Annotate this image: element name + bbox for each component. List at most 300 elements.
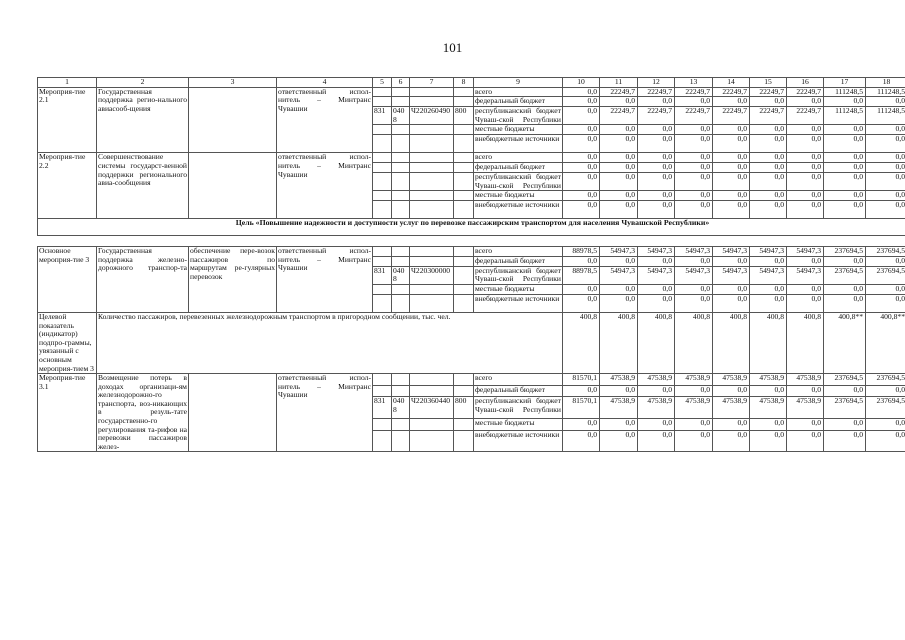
- budget-code-cell: [454, 135, 474, 153]
- amount-cell: 0,0: [675, 153, 713, 163]
- budget-code-cell: [454, 256, 474, 266]
- amount-cell: 0,0: [787, 201, 824, 219]
- amount-cell: 0,0: [824, 135, 866, 153]
- amount-cell: 0,0: [787, 162, 824, 172]
- budget-code-cell: [454, 172, 474, 190]
- budget-code-cell: [392, 153, 410, 163]
- amount-cell: 0,0: [675, 162, 713, 172]
- amount-cell: 0,0: [824, 385, 866, 397]
- activity-title-cell: Государственная поддержка регио-нального авиасооб-щения: [97, 87, 189, 153]
- amount-cell: 0,0: [713, 419, 750, 431]
- budget-code-cell: Ч220260490: [410, 107, 454, 125]
- budget-code-cell: [392, 374, 410, 385]
- amount-cell: 0,0: [824, 191, 866, 201]
- amount-cell: 0,0: [563, 107, 600, 125]
- executor-cell: ответственный испол-нитель – Минтранс Чувашии: [277, 374, 373, 452]
- funding-source-cell: местные бюджеты: [474, 191, 563, 201]
- funding-source-cell: местные бюджеты: [474, 419, 563, 431]
- amount-cell: 0,0: [824, 430, 866, 451]
- executor-cell: ответственный испол-нитель – Минтранс Чувашии: [277, 153, 373, 219]
- budget-code-cell: Ч220360440: [410, 397, 454, 419]
- amount-cell: 0,0: [638, 97, 675, 107]
- budget-code-cell: [410, 201, 454, 219]
- amount-cell: 54947,3: [787, 247, 824, 257]
- amount-cell: 47538,9: [675, 374, 713, 385]
- funding-source-cell: внебюджетные источники: [474, 430, 563, 451]
- budget-code-cell: [392, 87, 410, 97]
- budget-code-cell: 800: [454, 107, 474, 125]
- budget-code-cell: [454, 294, 474, 312]
- budget-code-cell: [410, 419, 454, 431]
- budget-code-cell: [410, 172, 454, 190]
- budget-code-cell: [410, 191, 454, 201]
- amount-cell: 54947,3: [750, 247, 787, 257]
- amount-cell: 237694,5: [824, 374, 866, 385]
- column-number-header: 14: [713, 78, 750, 88]
- indicator-name-cell: Целевой показатель (индикатор) подпро-граммы, увязанный с основным мероприя-тием 3: [38, 312, 97, 373]
- amount-cell: 0,0: [824, 162, 866, 172]
- amount-cell: 0,0: [866, 284, 905, 294]
- amount-cell: 0,0: [563, 294, 600, 312]
- amount-cell: 22249,7: [750, 107, 787, 125]
- budget-code-cell: [410, 385, 454, 397]
- goal-row: [38, 219, 905, 236]
- amount-cell: 237694,5: [824, 266, 866, 284]
- budget-code-cell: [392, 201, 410, 219]
- amount-cell: 54947,3: [713, 247, 750, 257]
- spacer-cell: [38, 236, 905, 247]
- activity-name-cell: Основное мероприя-тие 3: [38, 247, 97, 313]
- amount-cell: 0,0: [750, 135, 787, 153]
- amount-cell: 0,0: [600, 385, 638, 397]
- funding-source-cell: всего: [474, 153, 563, 163]
- budget-code-cell: [373, 125, 392, 135]
- budget-code-cell: [454, 247, 474, 257]
- amount-cell: 0,0: [824, 172, 866, 190]
- amount-cell: 0,0: [750, 385, 787, 397]
- amount-cell: 237694,5: [866, 397, 905, 419]
- amount-cell: 0,0: [600, 430, 638, 451]
- amount-cell: 0,0: [638, 201, 675, 219]
- amount-cell: 0,0: [866, 385, 905, 397]
- amount-cell: 0,0: [787, 256, 824, 266]
- table-row: [38, 153, 905, 163]
- budget-code-cell: 0408: [392, 107, 410, 125]
- amount-cell: 22249,7: [600, 87, 638, 97]
- amount-cell: 0,0: [750, 162, 787, 172]
- table-row: [38, 247, 905, 257]
- budget-code-cell: [392, 172, 410, 190]
- amount-cell: 0,0: [866, 162, 905, 172]
- amount-cell: 88978,5: [563, 266, 600, 284]
- column-number-header: 15: [750, 78, 787, 88]
- amount-cell: 0,0: [824, 294, 866, 312]
- amount-cell: 54947,3: [713, 266, 750, 284]
- column-number-header: 17: [824, 78, 866, 88]
- budget-code-cell: 831: [373, 107, 392, 125]
- amount-cell: 81570,1: [563, 397, 600, 419]
- amount-cell: 0,0: [563, 162, 600, 172]
- budget-code-cell: [373, 191, 392, 201]
- funding-source-cell: внебюджетные источники: [474, 135, 563, 153]
- amount-cell: 0,0: [563, 153, 600, 163]
- amount-cell: 0,0: [713, 172, 750, 190]
- amount-cell: 47538,9: [787, 397, 824, 419]
- budget-code-cell: [410, 125, 454, 135]
- amount-cell: 0,0: [713, 430, 750, 451]
- amount-cell: 54947,3: [675, 247, 713, 257]
- column-number-header: 6: [392, 78, 410, 88]
- indicator-value-cell: 400,8: [600, 312, 638, 373]
- amount-cell: 81570,1: [563, 374, 600, 385]
- activity-title-cell: Совершенствование системы государст-венной поддержки регионального авиа-сообщения: [97, 153, 189, 219]
- amount-cell: 0,0: [563, 191, 600, 201]
- amount-cell: 0,0: [824, 125, 866, 135]
- amount-cell: 0,0: [638, 191, 675, 201]
- budget-code-cell: [392, 247, 410, 257]
- amount-cell: 0,0: [638, 419, 675, 431]
- funding-source-cell: федеральный бюджет: [474, 256, 563, 266]
- column-number-header: 4: [277, 78, 373, 88]
- amount-cell: 0,0: [713, 97, 750, 107]
- amount-cell: 111248,5: [824, 107, 866, 125]
- amount-cell: 22249,7: [750, 87, 787, 97]
- amount-cell: 0,0: [563, 256, 600, 266]
- amount-cell: 0,0: [675, 191, 713, 201]
- budget-code-cell: 0408: [392, 266, 410, 284]
- indicator-value-cell: 400,8: [563, 312, 600, 373]
- amount-cell: 0,0: [638, 125, 675, 135]
- funding-source-cell: республиканский бюджет Чуваш-ской Республики: [475, 106, 561, 124]
- funding-source-cell: федеральный бюджет: [474, 385, 563, 397]
- activity-name-cell: Мероприя-тие 3.1: [38, 374, 97, 452]
- amount-cell: 22249,7: [600, 107, 638, 125]
- budget-code-cell: [410, 374, 454, 385]
- amount-cell: 111248,5: [824, 87, 866, 97]
- column-number-header: 5: [373, 78, 392, 88]
- amount-cell: 111248,5: [866, 87, 905, 97]
- amount-cell: 0,0: [787, 284, 824, 294]
- budget-code-cell: [392, 294, 410, 312]
- amount-cell: 47538,9: [750, 374, 787, 385]
- funding-source-cell: федеральный бюджет: [474, 162, 563, 172]
- amount-cell: 0,0: [824, 153, 866, 163]
- column-number-header: 10: [563, 78, 600, 88]
- budget-code-cell: [373, 294, 392, 312]
- column-number-header: 2: [97, 78, 189, 88]
- budget-code-cell: [373, 153, 392, 163]
- budget-code-cell: [454, 430, 474, 451]
- amount-cell: 0,0: [866, 135, 905, 153]
- budget-code-cell: [454, 284, 474, 294]
- budget-code-cell: [410, 135, 454, 153]
- amount-cell: 22249,7: [713, 87, 750, 97]
- amount-cell: 0,0: [787, 135, 824, 153]
- amount-cell: 22249,7: [675, 107, 713, 125]
- amount-cell: 0,0: [675, 385, 713, 397]
- column-number-header: 8: [454, 78, 474, 88]
- amount-cell: 0,0: [563, 430, 600, 451]
- amount-cell: 0,0: [600, 162, 638, 172]
- amount-cell: 0,0: [600, 201, 638, 219]
- amount-cell: 0,0: [675, 172, 713, 190]
- budget-code-cell: [373, 419, 392, 431]
- activity-name-cell: Мероприя-тие 2.2: [38, 153, 97, 219]
- amount-cell: 237694,5: [824, 397, 866, 419]
- budget-code-cell: [454, 87, 474, 97]
- funding-source-cell: всего: [474, 87, 563, 97]
- funding-source-cell: местные бюджеты: [474, 125, 563, 135]
- table-row: [38, 87, 905, 97]
- amount-cell: 0,0: [563, 284, 600, 294]
- column-number-header: 7: [410, 78, 454, 88]
- column-number-header: 11: [600, 78, 638, 88]
- amount-cell: 0,0: [787, 97, 824, 107]
- amount-cell: 88978,5: [563, 247, 600, 257]
- amount-cell: 0,0: [600, 191, 638, 201]
- amount-cell: 0,0: [563, 385, 600, 397]
- activity-title-cell: Возмещение потерь в доходах организаци-ям железнодорожно-го транспорта, воз-никающих в резуль-тате государственно-го регулирования та-рифов на перевозки пассажиров желез-: [98, 373, 187, 451]
- activity-goal-cell: обеспечение пере-возок пассажиров по маршрутам ре-гулярных перевозок: [189, 247, 277, 313]
- amount-cell: 22249,7: [638, 107, 675, 125]
- indicator-value-cell: 400,8: [638, 312, 675, 373]
- amount-cell: 0,0: [750, 125, 787, 135]
- budget-code-cell: [454, 191, 474, 201]
- budget-code-cell: [392, 385, 410, 397]
- amount-cell: 0,0: [866, 97, 905, 107]
- budget-code-cell: [410, 294, 454, 312]
- budget-code-cell: Ч220300000: [410, 266, 454, 284]
- budget-code-cell: [410, 162, 454, 172]
- amount-cell: 54947,3: [675, 266, 713, 284]
- budget-code-cell: [373, 284, 392, 294]
- amount-cell: 47538,9: [638, 374, 675, 385]
- amount-cell: 0,0: [563, 135, 600, 153]
- funding-source-cell: местные бюджеты: [474, 284, 563, 294]
- indicator-row: [38, 312, 905, 373]
- amount-cell: 0,0: [638, 172, 675, 190]
- amount-cell: 0,0: [675, 419, 713, 431]
- amount-cell: 0,0: [750, 153, 787, 163]
- amount-cell: 0,0: [787, 153, 824, 163]
- amount-cell: 47538,9: [750, 397, 787, 419]
- amount-cell: 0,0: [638, 294, 675, 312]
- amount-cell: 22249,7: [638, 87, 675, 97]
- amount-cell: 0,0: [713, 256, 750, 266]
- amount-cell: 47538,9: [713, 397, 750, 419]
- budget-code-cell: [454, 385, 474, 397]
- amount-cell: 0,0: [675, 256, 713, 266]
- funding-source-cell: всего: [474, 374, 563, 385]
- amount-cell: 0,0: [600, 256, 638, 266]
- amount-cell: 54947,3: [600, 247, 638, 257]
- indicator-value-cell: 400,8: [787, 312, 824, 373]
- amount-cell: 0,0: [750, 191, 787, 201]
- amount-cell: 0,0: [824, 97, 866, 107]
- amount-cell: 0,0: [866, 201, 905, 219]
- budget-code-cell: [373, 430, 392, 451]
- amount-cell: 0,0: [600, 419, 638, 431]
- amount-cell: 0,0: [866, 172, 905, 190]
- amount-cell: 0,0: [713, 294, 750, 312]
- amount-cell: 0,0: [713, 162, 750, 172]
- amount-cell: 0,0: [866, 430, 905, 451]
- amount-cell: 22249,7: [713, 107, 750, 125]
- amount-cell: 0,0: [675, 294, 713, 312]
- budget-code-cell: [454, 266, 474, 284]
- amount-cell: 0,0: [638, 284, 675, 294]
- budget-code-cell: [410, 87, 454, 97]
- budget-code-cell: [392, 162, 410, 172]
- indicator-value-cell: 400,8**: [866, 312, 905, 373]
- budget-code-cell: [454, 374, 474, 385]
- amount-cell: 54947,3: [750, 266, 787, 284]
- amount-cell: 0,0: [787, 419, 824, 431]
- amount-cell: 0,0: [638, 256, 675, 266]
- amount-cell: 22249,7: [787, 107, 824, 125]
- amount-cell: 0,0: [824, 419, 866, 431]
- budget-code-cell: [392, 419, 410, 431]
- amount-cell: 47538,9: [675, 397, 713, 419]
- amount-cell: 0,0: [866, 125, 905, 135]
- budget-code-cell: [373, 162, 392, 172]
- executor-cell: ответственный испол-нитель – Минтранс Чувашии: [277, 87, 373, 153]
- budget-code-cell: [410, 97, 454, 107]
- amount-cell: 0,0: [713, 125, 750, 135]
- budget-code-cell: [373, 385, 392, 397]
- amount-cell: 0,0: [675, 284, 713, 294]
- budget-code-cell: [454, 125, 474, 135]
- budget-code-cell: [392, 191, 410, 201]
- indicator-value-cell: 400,8: [750, 312, 787, 373]
- funding-source-cell: внебюджетные источники: [474, 201, 563, 219]
- amount-cell: 0,0: [787, 294, 824, 312]
- amount-cell: 0,0: [787, 125, 824, 135]
- amount-cell: 0,0: [787, 172, 824, 190]
- amount-cell: 0,0: [600, 294, 638, 312]
- amount-cell: 111248,5: [866, 107, 905, 125]
- activity-goal-cell: [189, 374, 277, 452]
- funding-source-cell: всего: [474, 247, 563, 257]
- amount-cell: 47538,9: [638, 397, 675, 419]
- amount-cell: 0,0: [750, 430, 787, 451]
- activity-name-cell: Мероприя-тие 2.1: [38, 87, 97, 153]
- budget-code-cell: [410, 153, 454, 163]
- column-number-header: 16: [787, 78, 824, 88]
- budget-code-cell: [373, 172, 392, 190]
- amount-cell: 0,0: [638, 162, 675, 172]
- budget-code-cell: [392, 125, 410, 135]
- table-row: [38, 374, 905, 385]
- amount-cell: 0,0: [824, 201, 866, 219]
- indicator-value-cell: 400,8: [713, 312, 750, 373]
- amount-cell: 0,0: [638, 135, 675, 153]
- budget-code-cell: [454, 162, 474, 172]
- amount-cell: 237694,5: [866, 247, 905, 257]
- amount-cell: 0,0: [750, 172, 787, 190]
- budget-code-cell: 0408: [392, 397, 410, 419]
- budget-code-cell: 800: [454, 397, 474, 419]
- amount-cell: 47538,9: [600, 397, 638, 419]
- column-number-header: 3: [189, 78, 277, 88]
- amount-cell: 47538,9: [713, 374, 750, 385]
- budget-code-cell: [454, 153, 474, 163]
- amount-cell: 22249,7: [675, 87, 713, 97]
- amount-cell: 237694,5: [866, 266, 905, 284]
- amount-cell: 0,0: [638, 430, 675, 451]
- amount-cell: 0,0: [600, 135, 638, 153]
- amount-cell: 0,0: [563, 125, 600, 135]
- amount-cell: 0,0: [866, 294, 905, 312]
- amount-cell: 0,0: [600, 97, 638, 107]
- amount-cell: 0,0: [750, 294, 787, 312]
- budget-code-cell: [373, 87, 392, 97]
- budget-code-cell: [454, 201, 474, 219]
- budget-code-cell: [410, 247, 454, 257]
- amount-cell: 0,0: [675, 125, 713, 135]
- amount-cell: 0,0: [600, 172, 638, 190]
- amount-cell: 22249,7: [787, 87, 824, 97]
- budget-code-cell: [392, 256, 410, 266]
- amount-cell: 0,0: [787, 430, 824, 451]
- budget-code-cell: [454, 419, 474, 431]
- budget-code-cell: [392, 430, 410, 451]
- amount-cell: 0,0: [713, 153, 750, 163]
- amount-cell: 0,0: [675, 97, 713, 107]
- amount-cell: 54947,3: [638, 266, 675, 284]
- amount-cell: 0,0: [787, 191, 824, 201]
- column-number-header: 13: [675, 78, 713, 88]
- amount-cell: 0,0: [750, 256, 787, 266]
- amount-cell: 0,0: [787, 385, 824, 397]
- funding-source-cell: федеральный бюджет: [474, 97, 563, 107]
- funding-source-cell: внебюджетные источники: [474, 294, 563, 312]
- funding-source-cell: республиканский бюджет Чуваш-ской Республики: [474, 397, 563, 419]
- amount-cell: 237694,5: [824, 247, 866, 257]
- amount-cell: 0,0: [600, 284, 638, 294]
- amount-cell: 0,0: [713, 201, 750, 219]
- budget-code-cell: [373, 201, 392, 219]
- budget-code-cell: [392, 97, 410, 107]
- spacer-row: [38, 236, 905, 247]
- budget-code-cell: 831: [373, 397, 392, 419]
- funding-source-cell: республиканский бюджет Чуваш-ской Республики: [475, 172, 561, 190]
- amount-cell: 0,0: [750, 419, 787, 431]
- amount-cell: 0,0: [866, 419, 905, 431]
- indicator-text-cell: Количество пассажиров, перевезенных железнодорожным транспортом в пригородном сообщении, тыс. чел.: [97, 312, 563, 373]
- amount-cell: 0,0: [563, 201, 600, 219]
- budget-code-cell: [373, 97, 392, 107]
- indicator-value-cell: 400,8**: [824, 312, 866, 373]
- amount-cell: 0,0: [713, 135, 750, 153]
- budget-code-cell: [410, 430, 454, 451]
- column-number-header: 1: [38, 78, 97, 88]
- column-number-header: 12: [638, 78, 675, 88]
- amount-cell: 0,0: [563, 97, 600, 107]
- indicator-value-cell: 400,8: [675, 312, 713, 373]
- amount-cell: 0,0: [600, 125, 638, 135]
- amount-cell: 54947,3: [787, 266, 824, 284]
- activity-goal-cell: [189, 87, 277, 153]
- budget-code-cell: [373, 374, 392, 385]
- amount-cell: 0,0: [563, 419, 600, 431]
- budget-code-cell: [373, 256, 392, 266]
- amount-cell: 0,0: [563, 172, 600, 190]
- activity-goal-cell: [189, 153, 277, 219]
- amount-cell: 0,0: [638, 153, 675, 163]
- budget-code-cell: [373, 247, 392, 257]
- amount-cell: 0,0: [600, 153, 638, 163]
